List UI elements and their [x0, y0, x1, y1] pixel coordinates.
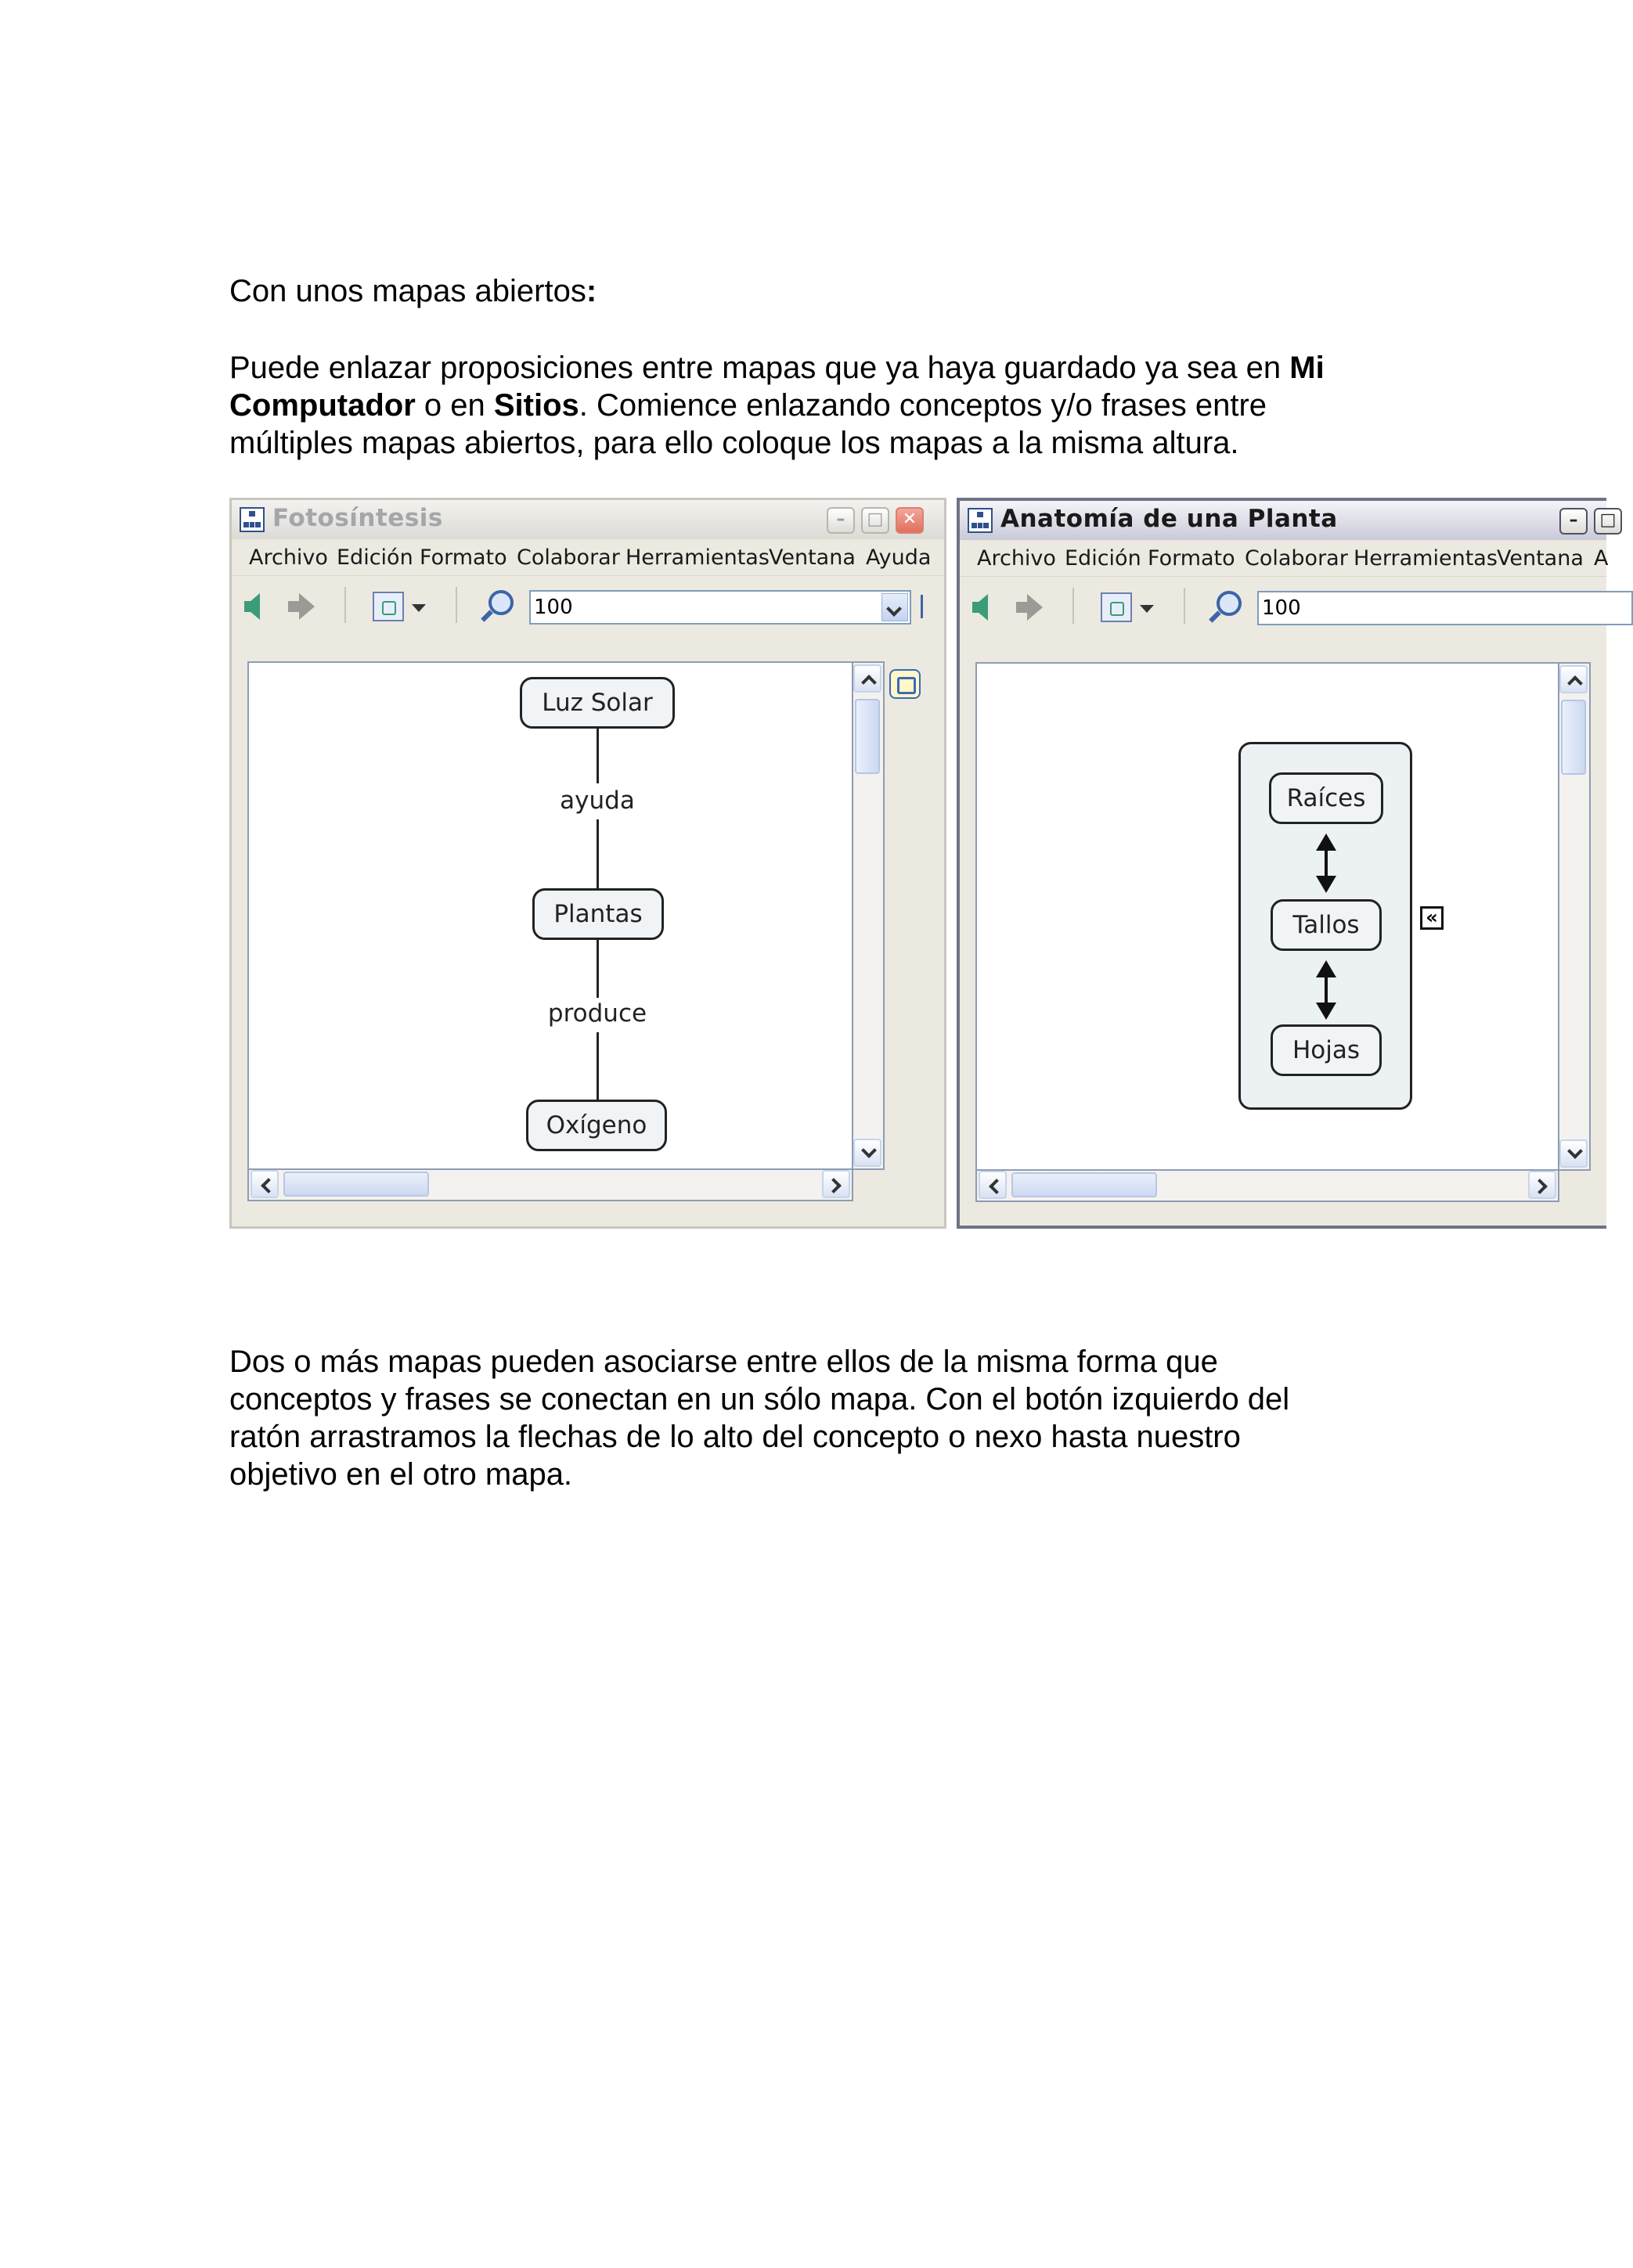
zoom-value: 100 — [1262, 596, 1301, 620]
menu-colaborar[interactable]: Colaborar — [1245, 546, 1348, 571]
menu-archivo[interactable]: Archivo — [249, 545, 328, 570]
concept-node[interactable]: Raíces — [1269, 772, 1383, 824]
window-title: Fotosíntesis — [272, 504, 443, 532]
paragraph-2-line-4: objetivo en el otro mapa. — [229, 1457, 573, 1492]
concept-node[interactable]: Oxígeno — [526, 1100, 667, 1151]
menu-ventana[interactable]: Ventana — [1497, 546, 1584, 571]
minimize-icon[interactable]: – — [827, 507, 855, 534]
scroll-thumb[interactable] — [855, 699, 880, 774]
scroll-thumb[interactable] — [1561, 700, 1586, 775]
menu-ayuda[interactable]: A — [1594, 546, 1609, 571]
toolbar — [960, 576, 1606, 636]
views-icon[interactable] — [1101, 592, 1132, 622]
title-bar[interactable] — [960, 501, 1617, 540]
double-arrow-icon — [1313, 833, 1339, 893]
back-arrow-icon[interactable] — [972, 594, 988, 621]
collaboration-icon[interactable] — [889, 669, 921, 699]
scroll-left-button[interactable] — [979, 1171, 1007, 1199]
menu-formato[interactable]: Formato — [420, 545, 507, 570]
maximize-icon[interactable]: □ — [1594, 508, 1622, 535]
menu-herramientas[interactable]: Herramientas — [625, 545, 770, 570]
menu-edicion[interactable]: Edición — [1065, 546, 1141, 571]
paragraph-1-line-3: múltiples mapas abiertos, para ello coloque los mapas a la misma altura. — [229, 426, 1239, 460]
linking-phrase[interactable]: ayuda — [560, 787, 635, 815]
scroll-right-button[interactable] — [822, 1170, 850, 1198]
zoom-icon[interactable] — [1217, 591, 1242, 616]
connection-line — [597, 729, 599, 783]
zoom-icon[interactable] — [488, 590, 514, 615]
double-arrow-icon — [1313, 960, 1339, 1020]
horizontal-scrollbar[interactable] — [975, 1171, 1559, 1202]
menu-archivo[interactable]: Archivo — [977, 546, 1056, 571]
concept-node[interactable]: Luz Solar — [520, 677, 675, 729]
zoom-input[interactable] — [1257, 591, 1633, 625]
menu-herramientas[interactable]: Herramientas — [1354, 546, 1498, 571]
intro-heading-colon: : — [586, 274, 597, 308]
toolbar-separator — [456, 587, 457, 623]
linking-phrase[interactable]: produce — [547, 999, 647, 1028]
connection-line — [597, 819, 599, 888]
chevron-down-icon[interactable] — [1140, 605, 1154, 613]
app-icon — [968, 508, 993, 533]
paragraph-2 — [229, 1343, 1289, 1493]
forward-arrow-icon[interactable] — [299, 593, 315, 620]
paragraph-1-line-2: Computador o en Sitios. Comience enlazando conceptos y/o frases entre — [229, 388, 1267, 423]
concept-node[interactable]: Hojas — [1271, 1024, 1382, 1076]
scroll-down-button[interactable] — [853, 1139, 881, 1167]
zoom-value: 100 — [534, 596, 573, 619]
intro-heading — [229, 272, 597, 310]
menu-ventana[interactable]: Ventana — [769, 545, 856, 570]
toolbar-separator — [344, 587, 346, 623]
concept-node[interactable]: Tallos — [1271, 899, 1382, 951]
menu-edicion[interactable]: Edición — [337, 545, 413, 570]
map-canvas[interactable] — [247, 661, 853, 1170]
connection-line — [597, 940, 599, 998]
window-title: Anatomía de una Planta — [1000, 505, 1338, 533]
menu-bar — [960, 542, 1609, 576]
vertical-scrollbar[interactable] — [853, 661, 885, 1170]
scroll-up-button[interactable] — [853, 664, 881, 693]
intro-heading-text: Con unos mapas abiertos — [229, 274, 586, 308]
menu-colaborar[interactable]: Colaborar — [517, 545, 620, 570]
forward-arrow-icon[interactable] — [1027, 594, 1043, 621]
menu-ayuda[interactable]: Ayuda — [866, 545, 932, 570]
toolbar-separator — [1072, 588, 1074, 624]
map-canvas[interactable] — [975, 662, 1559, 1171]
concept-node[interactable]: Plantas — [532, 888, 664, 940]
collapse-icon[interactable]: « — [1420, 906, 1444, 930]
scroll-right-button[interactable] — [1528, 1171, 1556, 1199]
toolbar — [232, 575, 944, 635]
toolbar-overflow-icon[interactable] — [921, 595, 929, 618]
paragraph-2-line-3: ratón arrastramos la flechas de lo alto del concepto o nexo hasta nuestro — [229, 1420, 1241, 1454]
app-icon — [240, 507, 265, 532]
nested-concept-group[interactable] — [1238, 742, 1412, 1110]
paragraph-1 — [229, 349, 1325, 462]
chevron-down-icon[interactable] — [412, 604, 426, 612]
window-fotosintesis[interactable] — [229, 498, 946, 1229]
maximize-icon[interactable]: □ — [861, 507, 889, 534]
views-icon[interactable] — [373, 592, 404, 621]
minimize-icon[interactable]: – — [1559, 508, 1588, 535]
close-icon[interactable]: ✕ — [896, 507, 924, 534]
toolbar-separator — [1184, 588, 1185, 624]
paragraph-1-line-1: Puede enlazar proposiciones entre mapas que ya haya guardado ya sea en Mi — [229, 351, 1325, 385]
connection-line — [597, 1032, 599, 1100]
vertical-scrollbar[interactable] — [1559, 662, 1591, 1171]
scroll-thumb[interactable] — [1011, 1172, 1157, 1197]
menu-formato[interactable]: Formato — [1148, 546, 1235, 571]
scroll-down-button[interactable] — [1559, 1139, 1588, 1168]
paragraph-2-line-2: conceptos y frases se conectan en un sólo mapa. Con el botón izquierdo del — [229, 1382, 1290, 1417]
scroll-thumb[interactable] — [283, 1172, 429, 1197]
zoom-dropdown-button[interactable] — [881, 593, 908, 621]
scroll-left-button[interactable] — [251, 1170, 279, 1198]
menu-bar — [232, 541, 944, 575]
back-arrow-icon[interactable] — [244, 593, 260, 620]
scroll-up-button[interactable] — [1559, 665, 1588, 693]
window-anatomia-planta[interactable] — [957, 498, 1617, 1229]
horizontal-scrollbar[interactable] — [247, 1170, 853, 1201]
zoom-input[interactable] — [529, 590, 911, 625]
paragraph-2-line-1: Dos o más mapas pueden asociarse entre ellos de la misma forma que — [229, 1345, 1218, 1379]
title-bar[interactable] — [232, 500, 944, 539]
